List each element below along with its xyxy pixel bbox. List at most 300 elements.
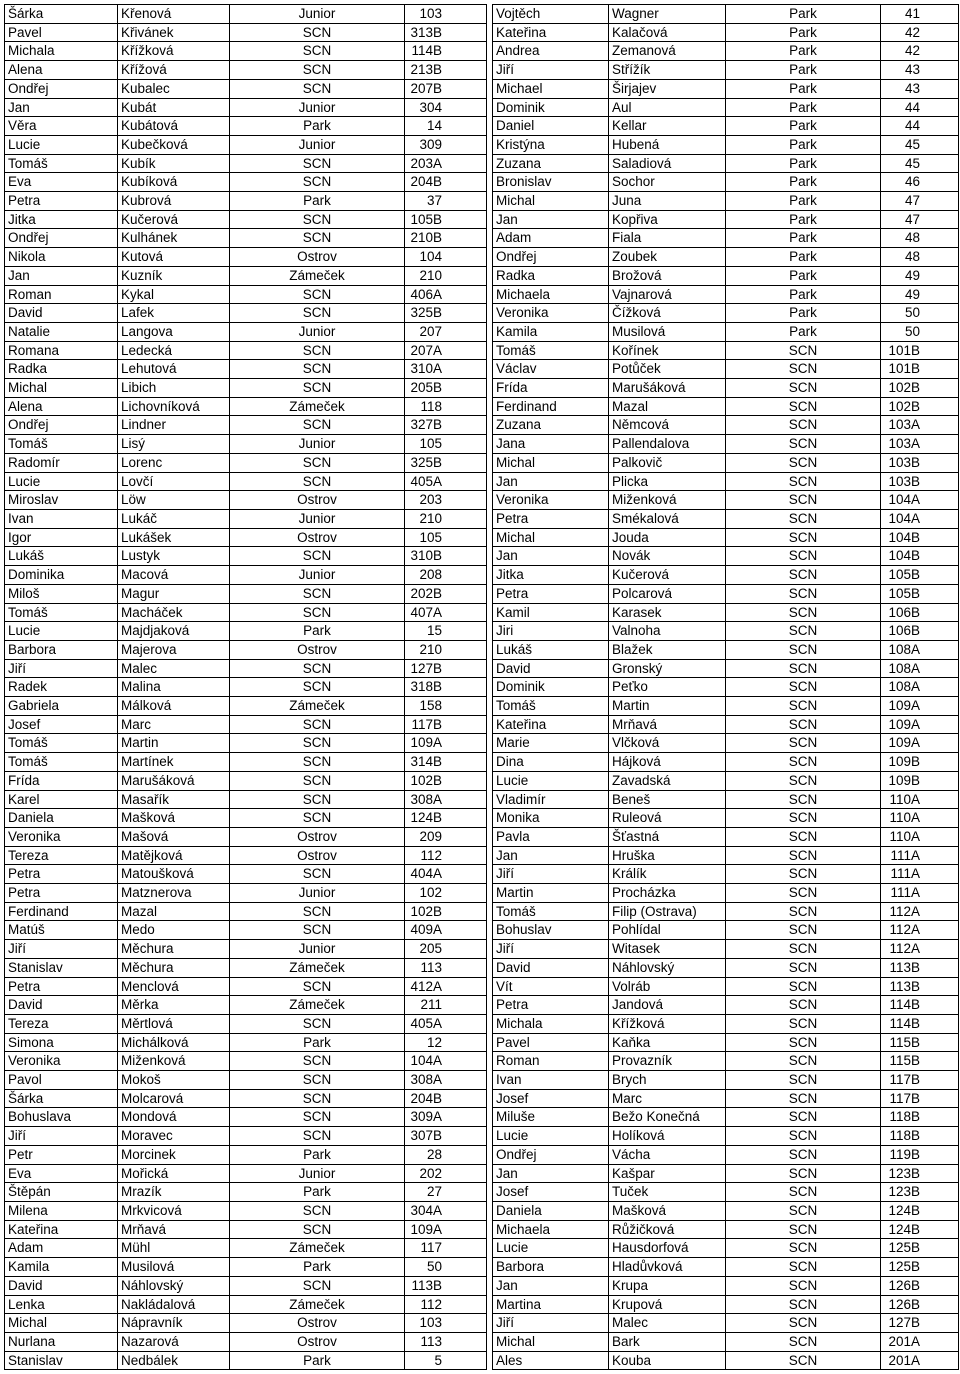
room-cell: 109A <box>405 1220 487 1239</box>
first-name-cell: Jiří <box>493 1314 609 1333</box>
last-name-cell: Molcarová <box>118 1089 230 1108</box>
group-cell: Park <box>726 266 881 285</box>
first-name-cell: Dominika <box>5 566 118 585</box>
room-cell: 108A <box>881 640 959 659</box>
room-cell: 105 <box>405 435 487 454</box>
room-cell: 202B <box>405 584 487 603</box>
table-row <box>493 491 959 510</box>
first-name-cell: Ondřej <box>5 79 118 98</box>
first-name-cell: Michal <box>493 528 609 547</box>
group-cell: SCN <box>230 1052 405 1071</box>
table-row <box>5 584 487 603</box>
group-cell: SCN <box>726 1276 881 1295</box>
last-name-cell: Králík <box>609 865 726 884</box>
first-name-cell: Jiří <box>5 940 118 959</box>
room-cell: 325B <box>405 304 487 323</box>
last-name-cell: Langova <box>118 322 230 341</box>
group-cell: Park <box>726 210 881 229</box>
first-name-cell: Bohuslav <box>493 921 609 940</box>
group-cell: SCN <box>726 659 881 678</box>
table-row <box>493 266 959 285</box>
last-name-cell: Mašová <box>118 827 230 846</box>
table-row <box>493 846 959 865</box>
table-row <box>5 1332 487 1351</box>
group-cell: Park <box>726 192 881 211</box>
room-cell: 115B <box>881 1052 959 1071</box>
room-cell: 110A <box>881 809 959 828</box>
group-cell: SCN <box>726 734 881 753</box>
room-cell: 47 <box>881 210 959 229</box>
group-cell: SCN <box>726 640 881 659</box>
room-cell: 103 <box>405 1314 487 1333</box>
table-row <box>493 1258 959 1277</box>
table-row <box>5 397 487 416</box>
group-cell: Junior <box>230 5 405 24</box>
room-cell: 407A <box>405 603 487 622</box>
table-row <box>493 1276 959 1295</box>
last-name-cell: Medo <box>118 921 230 940</box>
table-row <box>5 566 487 585</box>
table-row <box>493 921 959 940</box>
group-cell: SCN <box>230 1220 405 1239</box>
last-name-cell: Mořická <box>118 1164 230 1183</box>
first-name-cell: Adam <box>493 229 609 248</box>
last-name-cell: Jandová <box>609 996 726 1015</box>
table-row <box>5 734 487 753</box>
room-cell: 108A <box>881 659 959 678</box>
table-row <box>5 453 487 472</box>
room-cell: 124B <box>405 809 487 828</box>
first-name-cell: Petra <box>5 865 118 884</box>
group-cell: SCN <box>726 678 881 697</box>
last-name-cell: Hruška <box>609 846 726 865</box>
room-cell: 105B <box>405 210 487 229</box>
room-cell: 5 <box>405 1351 487 1370</box>
group-cell: SCN <box>726 715 881 734</box>
first-name-cell: Jiri <box>493 622 609 641</box>
last-name-cell: Růžičková <box>609 1220 726 1239</box>
table-row <box>5 285 487 304</box>
first-name-cell: Jan <box>5 266 118 285</box>
room-cell: 104A <box>881 509 959 528</box>
room-cell: 213B <box>405 61 487 80</box>
table-row <box>5 322 487 341</box>
table-row <box>493 1239 959 1258</box>
first-name-cell: Pavel <box>493 1033 609 1052</box>
group-cell: Junior <box>230 884 405 903</box>
group-cell: SCN <box>230 453 405 472</box>
table-row <box>5 603 487 622</box>
room-cell: 114B <box>881 996 959 1015</box>
last-name-cell: Kouba <box>609 1351 726 1370</box>
room-cell: 106B <box>881 603 959 622</box>
group-cell: SCN <box>726 958 881 977</box>
table-row <box>493 1164 959 1183</box>
room-cell: 109A <box>405 734 487 753</box>
group-cell: Ostrov <box>230 491 405 510</box>
last-name-cell: Lisý <box>118 435 230 454</box>
room-cell: 205B <box>405 379 487 398</box>
last-name-cell: Magur <box>118 584 230 603</box>
group-cell: SCN <box>726 622 881 641</box>
last-name-cell: Martin <box>609 697 726 716</box>
last-name-cell: Kutová <box>118 248 230 267</box>
table-row <box>493 509 959 528</box>
table-row <box>5 1220 487 1239</box>
first-name-cell: Zuzana <box>493 154 609 173</box>
group-cell: Park <box>726 23 881 42</box>
last-name-cell: Beneš <box>609 790 726 809</box>
last-name-cell: Musilová <box>118 1258 230 1277</box>
table-row <box>5 1314 487 1333</box>
group-cell: Zámeček <box>230 958 405 977</box>
room-cell: 203 <box>405 491 487 510</box>
last-name-cell: Volráb <box>609 977 726 996</box>
table-row <box>493 584 959 603</box>
last-name-cell: Kučerová <box>609 566 726 585</box>
room-cell: 113 <box>405 1332 487 1351</box>
last-name-cell: Kulhánek <box>118 229 230 248</box>
last-name-cell: Holíková <box>609 1127 726 1146</box>
room-cell: 105 <box>405 528 487 547</box>
table-row <box>493 1351 959 1370</box>
table-row <box>493 771 959 790</box>
room-cell: 117B <box>881 1089 959 1108</box>
room-cell: 309A <box>405 1108 487 1127</box>
room-cell: 104A <box>405 1052 487 1071</box>
last-name-cell: Filip (Ostrava) <box>609 902 726 921</box>
room-cell: 103B <box>881 472 959 491</box>
first-name-cell: David <box>493 659 609 678</box>
room-cell: 404A <box>405 865 487 884</box>
last-name-cell: Křenová <box>118 5 230 24</box>
room-cell: 102 <box>405 884 487 903</box>
group-cell: SCN <box>726 1332 881 1351</box>
room-cell: 204B <box>405 1089 487 1108</box>
room-cell: 108A <box>881 678 959 697</box>
group-cell: SCN <box>726 753 881 772</box>
first-name-cell: Michal <box>493 192 609 211</box>
first-name-cell: Petra <box>493 509 609 528</box>
first-name-cell: Jan <box>493 1276 609 1295</box>
table-row <box>493 865 959 884</box>
table-row <box>493 98 959 117</box>
last-name-cell: Nazarová <box>118 1332 230 1351</box>
room-cell: 105B <box>881 566 959 585</box>
first-name-cell: Kamil <box>493 603 609 622</box>
first-name-cell: Veronika <box>5 827 118 846</box>
group-cell: SCN <box>230 1127 405 1146</box>
last-name-cell: Malec <box>118 659 230 678</box>
room-cell: 209 <box>405 827 487 846</box>
first-name-cell: Josef <box>5 715 118 734</box>
last-name-cell: Michálková <box>118 1033 230 1052</box>
group-cell: SCN <box>726 360 881 379</box>
first-name-cell: Lukáš <box>5 547 118 566</box>
first-name-cell: Simona <box>5 1033 118 1052</box>
first-name-cell: Vladimír <box>493 790 609 809</box>
first-name-cell: Miloš <box>5 584 118 603</box>
room-cell: 304 <box>405 98 487 117</box>
first-name-cell: Jan <box>493 472 609 491</box>
room-cell: 308A <box>405 790 487 809</box>
room-cell: 109A <box>881 715 959 734</box>
group-cell: SCN <box>726 603 881 622</box>
group-cell: SCN <box>726 1220 881 1239</box>
last-name-cell: Marc <box>609 1089 726 1108</box>
last-name-cell: Sochor <box>609 173 726 192</box>
group-cell: SCN <box>230 1276 405 1295</box>
first-name-cell: Lukáš <box>493 640 609 659</box>
table-row <box>493 697 959 716</box>
group-cell: SCN <box>726 379 881 398</box>
last-name-cell: Vlčková <box>609 734 726 753</box>
first-name-cell: Ferdinand <box>5 902 118 921</box>
last-name-cell: Marušáková <box>609 379 726 398</box>
room-cell: 50 <box>881 322 959 341</box>
table-row <box>5 1239 487 1258</box>
last-name-cell: Lovčí <box>118 472 230 491</box>
room-cell: 103A <box>881 435 959 454</box>
last-name-cell: Kykal <box>118 285 230 304</box>
room-cell: 50 <box>405 1258 487 1277</box>
room-cell: 111A <box>881 884 959 903</box>
room-cell: 106B <box>881 622 959 641</box>
first-name-cell: Veronika <box>493 491 609 510</box>
first-name-cell: Monika <box>493 809 609 828</box>
first-name-cell: Kamila <box>5 1258 118 1277</box>
room-cell: 46 <box>881 173 959 192</box>
group-cell: Junior <box>230 509 405 528</box>
group-cell: SCN <box>230 154 405 173</box>
table-row <box>493 416 959 435</box>
room-cell: 43 <box>881 79 959 98</box>
room-cell: 111A <box>881 846 959 865</box>
group-cell: Park <box>230 192 405 211</box>
table-row <box>493 1314 959 1333</box>
group-cell: Park <box>726 98 881 117</box>
last-name-cell: Náhlovský <box>118 1276 230 1295</box>
table-row <box>493 977 959 996</box>
table-row <box>5 117 487 136</box>
room-cell: 47 <box>881 192 959 211</box>
last-name-cell: Mrazík <box>118 1183 230 1202</box>
last-name-cell: Hladůvková <box>609 1258 726 1277</box>
group-cell: SCN <box>726 1295 881 1314</box>
first-name-cell: Ferdinand <box>493 397 609 416</box>
room-cell: 112A <box>881 940 959 959</box>
last-name-cell: Bežo Konečná <box>609 1108 726 1127</box>
table-row <box>5 1164 487 1183</box>
first-name-cell: Marie <box>493 734 609 753</box>
table-row <box>5 958 487 977</box>
first-name-cell: Jiří <box>493 940 609 959</box>
first-name-cell: Pavel <box>5 23 118 42</box>
table-row <box>493 753 959 772</box>
table-row <box>5 697 487 716</box>
room-cell: 44 <box>881 98 959 117</box>
group-cell: SCN <box>726 1071 881 1090</box>
first-name-cell: Michaela <box>493 285 609 304</box>
table-row <box>493 79 959 98</box>
table-row <box>493 1071 959 1090</box>
last-name-cell: Gronský <box>609 659 726 678</box>
table-row <box>493 528 959 547</box>
first-name-cell: David <box>493 958 609 977</box>
first-name-cell: Tomáš <box>493 902 609 921</box>
first-name-cell: Petr <box>5 1145 118 1164</box>
group-cell: SCN <box>230 902 405 921</box>
table-row <box>493 809 959 828</box>
first-name-cell: Petra <box>493 584 609 603</box>
room-cell: 204B <box>405 173 487 192</box>
last-name-cell: Mrňavá <box>609 715 726 734</box>
room-cell: 211 <box>405 996 487 1015</box>
last-name-cell: Procházka <box>609 884 726 903</box>
group-cell: Junior <box>230 135 405 154</box>
first-name-cell: Jiří <box>493 865 609 884</box>
table-row <box>5 884 487 903</box>
last-name-cell: Martínek <box>118 753 230 772</box>
group-cell: SCN <box>230 734 405 753</box>
room-cell: 310A <box>405 360 487 379</box>
last-name-cell: Valnoha <box>609 622 726 641</box>
last-name-cell: Wagner <box>609 5 726 24</box>
table-row <box>5 491 487 510</box>
last-name-cell: Plicka <box>609 472 726 491</box>
first-name-cell: Frída <box>493 379 609 398</box>
room-cell: 105B <box>881 584 959 603</box>
room-cell: 41 <box>881 5 959 24</box>
room-cell: 101B <box>881 341 959 360</box>
room-cell: 28 <box>405 1145 487 1164</box>
group-cell: SCN <box>726 1314 881 1333</box>
table-row <box>5 360 487 379</box>
room-cell: 109A <box>881 734 959 753</box>
last-name-cell: Měrtlová <box>118 1014 230 1033</box>
table-row <box>493 42 959 61</box>
first-name-cell: Igor <box>5 528 118 547</box>
first-name-cell: Jiří <box>5 1127 118 1146</box>
table-row <box>5 622 487 641</box>
first-name-cell: Lucie <box>493 771 609 790</box>
last-name-cell: Mokoš <box>118 1071 230 1090</box>
last-name-cell: Jouda <box>609 528 726 547</box>
last-name-cell: Musilová <box>609 322 726 341</box>
table-row <box>5 509 487 528</box>
first-name-cell: Radomír <box>5 453 118 472</box>
group-cell: Zámeček <box>230 697 405 716</box>
first-name-cell: Jitka <box>5 210 118 229</box>
last-name-cell: Ledecká <box>118 341 230 360</box>
last-name-cell: Křížová <box>118 61 230 80</box>
table-row <box>493 229 959 248</box>
last-name-cell: Mazal <box>609 397 726 416</box>
first-name-cell: Petra <box>5 977 118 996</box>
last-name-cell: Witasek <box>609 940 726 959</box>
last-name-cell: Brožová <box>609 266 726 285</box>
table-row <box>5 79 487 98</box>
group-cell: Park <box>230 622 405 641</box>
group-cell: SCN <box>726 771 881 790</box>
group-cell: Park <box>230 1145 405 1164</box>
room-cell: 325B <box>405 453 487 472</box>
table-row <box>493 715 959 734</box>
last-name-cell: Moravec <box>118 1127 230 1146</box>
last-name-cell: Provazník <box>609 1052 726 1071</box>
room-cell: 50 <box>881 304 959 323</box>
last-name-cell: Aul <box>609 98 726 117</box>
room-cell: 327B <box>405 416 487 435</box>
group-cell: SCN <box>726 1351 881 1370</box>
room-cell: 102B <box>405 771 487 790</box>
group-cell: SCN <box>726 1033 881 1052</box>
group-cell: SCN <box>230 1014 405 1033</box>
table-row <box>5 379 487 398</box>
first-name-cell: Daniel <box>493 117 609 136</box>
first-name-cell: Ondřej <box>5 229 118 248</box>
group-cell: Junior <box>230 940 405 959</box>
table-row <box>5 304 487 323</box>
group-cell: Park <box>230 117 405 136</box>
table-row <box>493 1332 959 1351</box>
room-cell: 126B <box>881 1295 959 1314</box>
last-name-cell: Lafek <box>118 304 230 323</box>
table-row <box>5 1071 487 1090</box>
table-row <box>5 846 487 865</box>
group-cell: SCN <box>230 61 405 80</box>
room-cell: 113B <box>881 977 959 996</box>
last-name-cell: Macháček <box>118 603 230 622</box>
table-row <box>5 1089 487 1108</box>
group-cell: SCN <box>726 453 881 472</box>
first-name-cell: Andrea <box>493 42 609 61</box>
room-cell: 405A <box>405 472 487 491</box>
room-cell: 127B <box>881 1314 959 1333</box>
room-cell: 210 <box>405 266 487 285</box>
first-name-cell: Miluše <box>493 1108 609 1127</box>
room-cell: 124B <box>881 1202 959 1221</box>
group-cell: SCN <box>230 229 405 248</box>
first-name-cell: Michaela <box>493 1220 609 1239</box>
room-cell: 110A <box>881 827 959 846</box>
group-cell: SCN <box>726 809 881 828</box>
table-row <box>493 453 959 472</box>
group-cell: SCN <box>230 1071 405 1090</box>
first-name-cell: Tomáš <box>493 341 609 360</box>
room-cell: 125B <box>881 1258 959 1277</box>
group-cell: Park <box>230 1183 405 1202</box>
room-cell: 207 <box>405 322 487 341</box>
group-cell: SCN <box>726 827 881 846</box>
group-cell: SCN <box>726 547 881 566</box>
first-name-cell: Natalie <box>5 322 118 341</box>
first-name-cell: Nurlana <box>5 1332 118 1351</box>
table-row <box>493 61 959 80</box>
last-name-cell: Peťko <box>609 678 726 697</box>
last-name-cell: Lustyk <box>118 547 230 566</box>
room-cell: 37 <box>405 192 487 211</box>
table-row <box>493 1033 959 1052</box>
last-name-cell: Mrňavá <box>118 1220 230 1239</box>
last-name-cell: Hubená <box>609 135 726 154</box>
table-row <box>493 1127 959 1146</box>
table-row <box>5 1202 487 1221</box>
last-name-cell: Němcová <box>609 416 726 435</box>
last-name-cell: Kubátová <box>118 117 230 136</box>
last-name-cell: Křížková <box>609 1014 726 1033</box>
last-name-cell: Kuzník <box>118 266 230 285</box>
